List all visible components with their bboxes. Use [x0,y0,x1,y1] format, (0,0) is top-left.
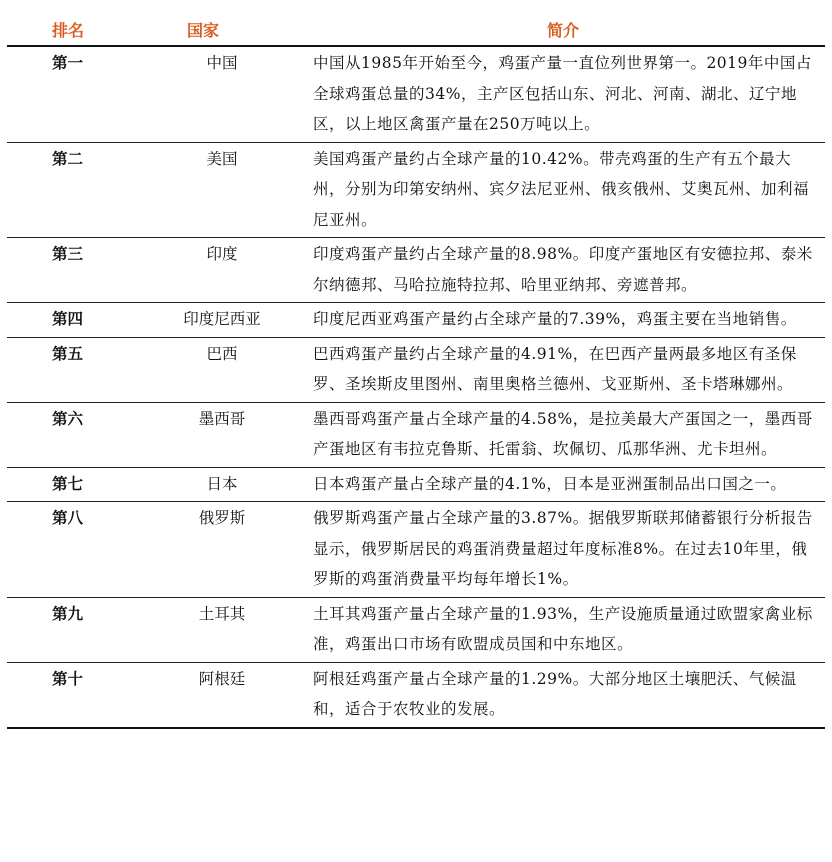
header-intro: 简介 [313,14,825,46]
rank-cell: 第三 [7,238,131,303]
table-row [7,467,825,502]
intro-cell: 俄罗斯鸡蛋产量占全球产量的3.87%。据俄罗斯联邦储蓄银行分析报告显示，俄罗斯居民的鸡蛋消费量超过年度标准8%。在过去10年里，俄罗斯的鸡蛋消费量平均每年增长1%。 [313,502,825,598]
country-cell: 阿根廷 [131,662,313,728]
ranking-table [7,14,825,729]
header-rank: 排名 [7,14,131,46]
country-cell: 印度 [131,238,313,303]
header-row [7,14,825,46]
country-cell: 日本 [131,467,313,502]
intro-cell: 印度鸡蛋产量约占全球产量的8.98%。印度产蛋地区有安德拉邦、泰米尔纳德邦、马哈拉施特拉邦、哈里亚纳邦、旁遮普邦。 [313,238,825,303]
intro-cell: 日本鸡蛋产量占全球产量的4.1%，日本是亚洲蛋制品出口国之一。 [313,467,825,502]
table-row [7,402,825,467]
intro-cell: 美国鸡蛋产量约占全球产量的10.42%。带壳鸡蛋的生产有五个最大州，分别为印第安纳州、宾夕法尼亚州、俄亥俄州、艾奥瓦州、加利福尼亚州。 [313,142,825,238]
table-row [7,502,825,598]
rank-cell: 第十 [7,662,131,728]
intro-cell: 土耳其鸡蛋产量占全球产量的1.93%，生产设施质量通过欧盟家禽业标准，鸡蛋出口市场有欧盟成员国和中东地区。 [313,597,825,662]
table-row [7,337,825,402]
table-row [7,662,825,728]
intro-cell: 印度尼西亚鸡蛋产量约占全球产量的7.39%，鸡蛋主要在当地销售。 [313,303,825,338]
country-cell: 印度尼西亚 [131,303,313,338]
rank-cell: 第九 [7,597,131,662]
table-row [7,238,825,303]
rank-cell: 第七 [7,467,131,502]
country-cell: 美国 [131,142,313,238]
table-body [7,46,825,728]
rank-cell: 第一 [7,46,131,142]
rank-cell: 第八 [7,502,131,598]
table-header [7,14,825,46]
intro-cell: 巴西鸡蛋产量约占全球产量的4.91%，在巴西产量两最多地区有圣保罗、圣埃斯皮里图州、南里奥格兰德州、戈亚斯州、圣卡塔琳娜州。 [313,337,825,402]
country-cell: 巴西 [131,337,313,402]
country-cell: 墨西哥 [131,402,313,467]
intro-cell: 墨西哥鸡蛋产量占全球产量的4.58%，是拉美最大产蛋国之一，墨西哥产蛋地区有韦拉克鲁斯、托雷翁、坎佩切、瓜那华洲、尤卡坦州。 [313,402,825,467]
country-cell: 中国 [131,46,313,142]
country-cell: 俄罗斯 [131,502,313,598]
header-country: 国家 [131,14,313,46]
table-row [7,142,825,238]
country-cell: 土耳其 [131,597,313,662]
table-row [7,46,825,142]
intro-cell: 阿根廷鸡蛋产量占全球产量的1.29%。大部分地区土壤肥沃、气候温和，适合于农牧业的发展。 [313,662,825,728]
table-row [7,303,825,338]
table-row [7,597,825,662]
rank-cell: 第六 [7,402,131,467]
rank-cell: 第四 [7,303,131,338]
rank-cell: 第五 [7,337,131,402]
intro-cell: 中国从1985年开始至今，鸡蛋产量一直位列世界第一。2019年中国占全球鸡蛋总量的34%，主产区包括山东、河北、河南、湖北、辽宁地区，以上地区禽蛋产量在250万吨以上。 [313,46,825,142]
rank-cell: 第二 [7,142,131,238]
